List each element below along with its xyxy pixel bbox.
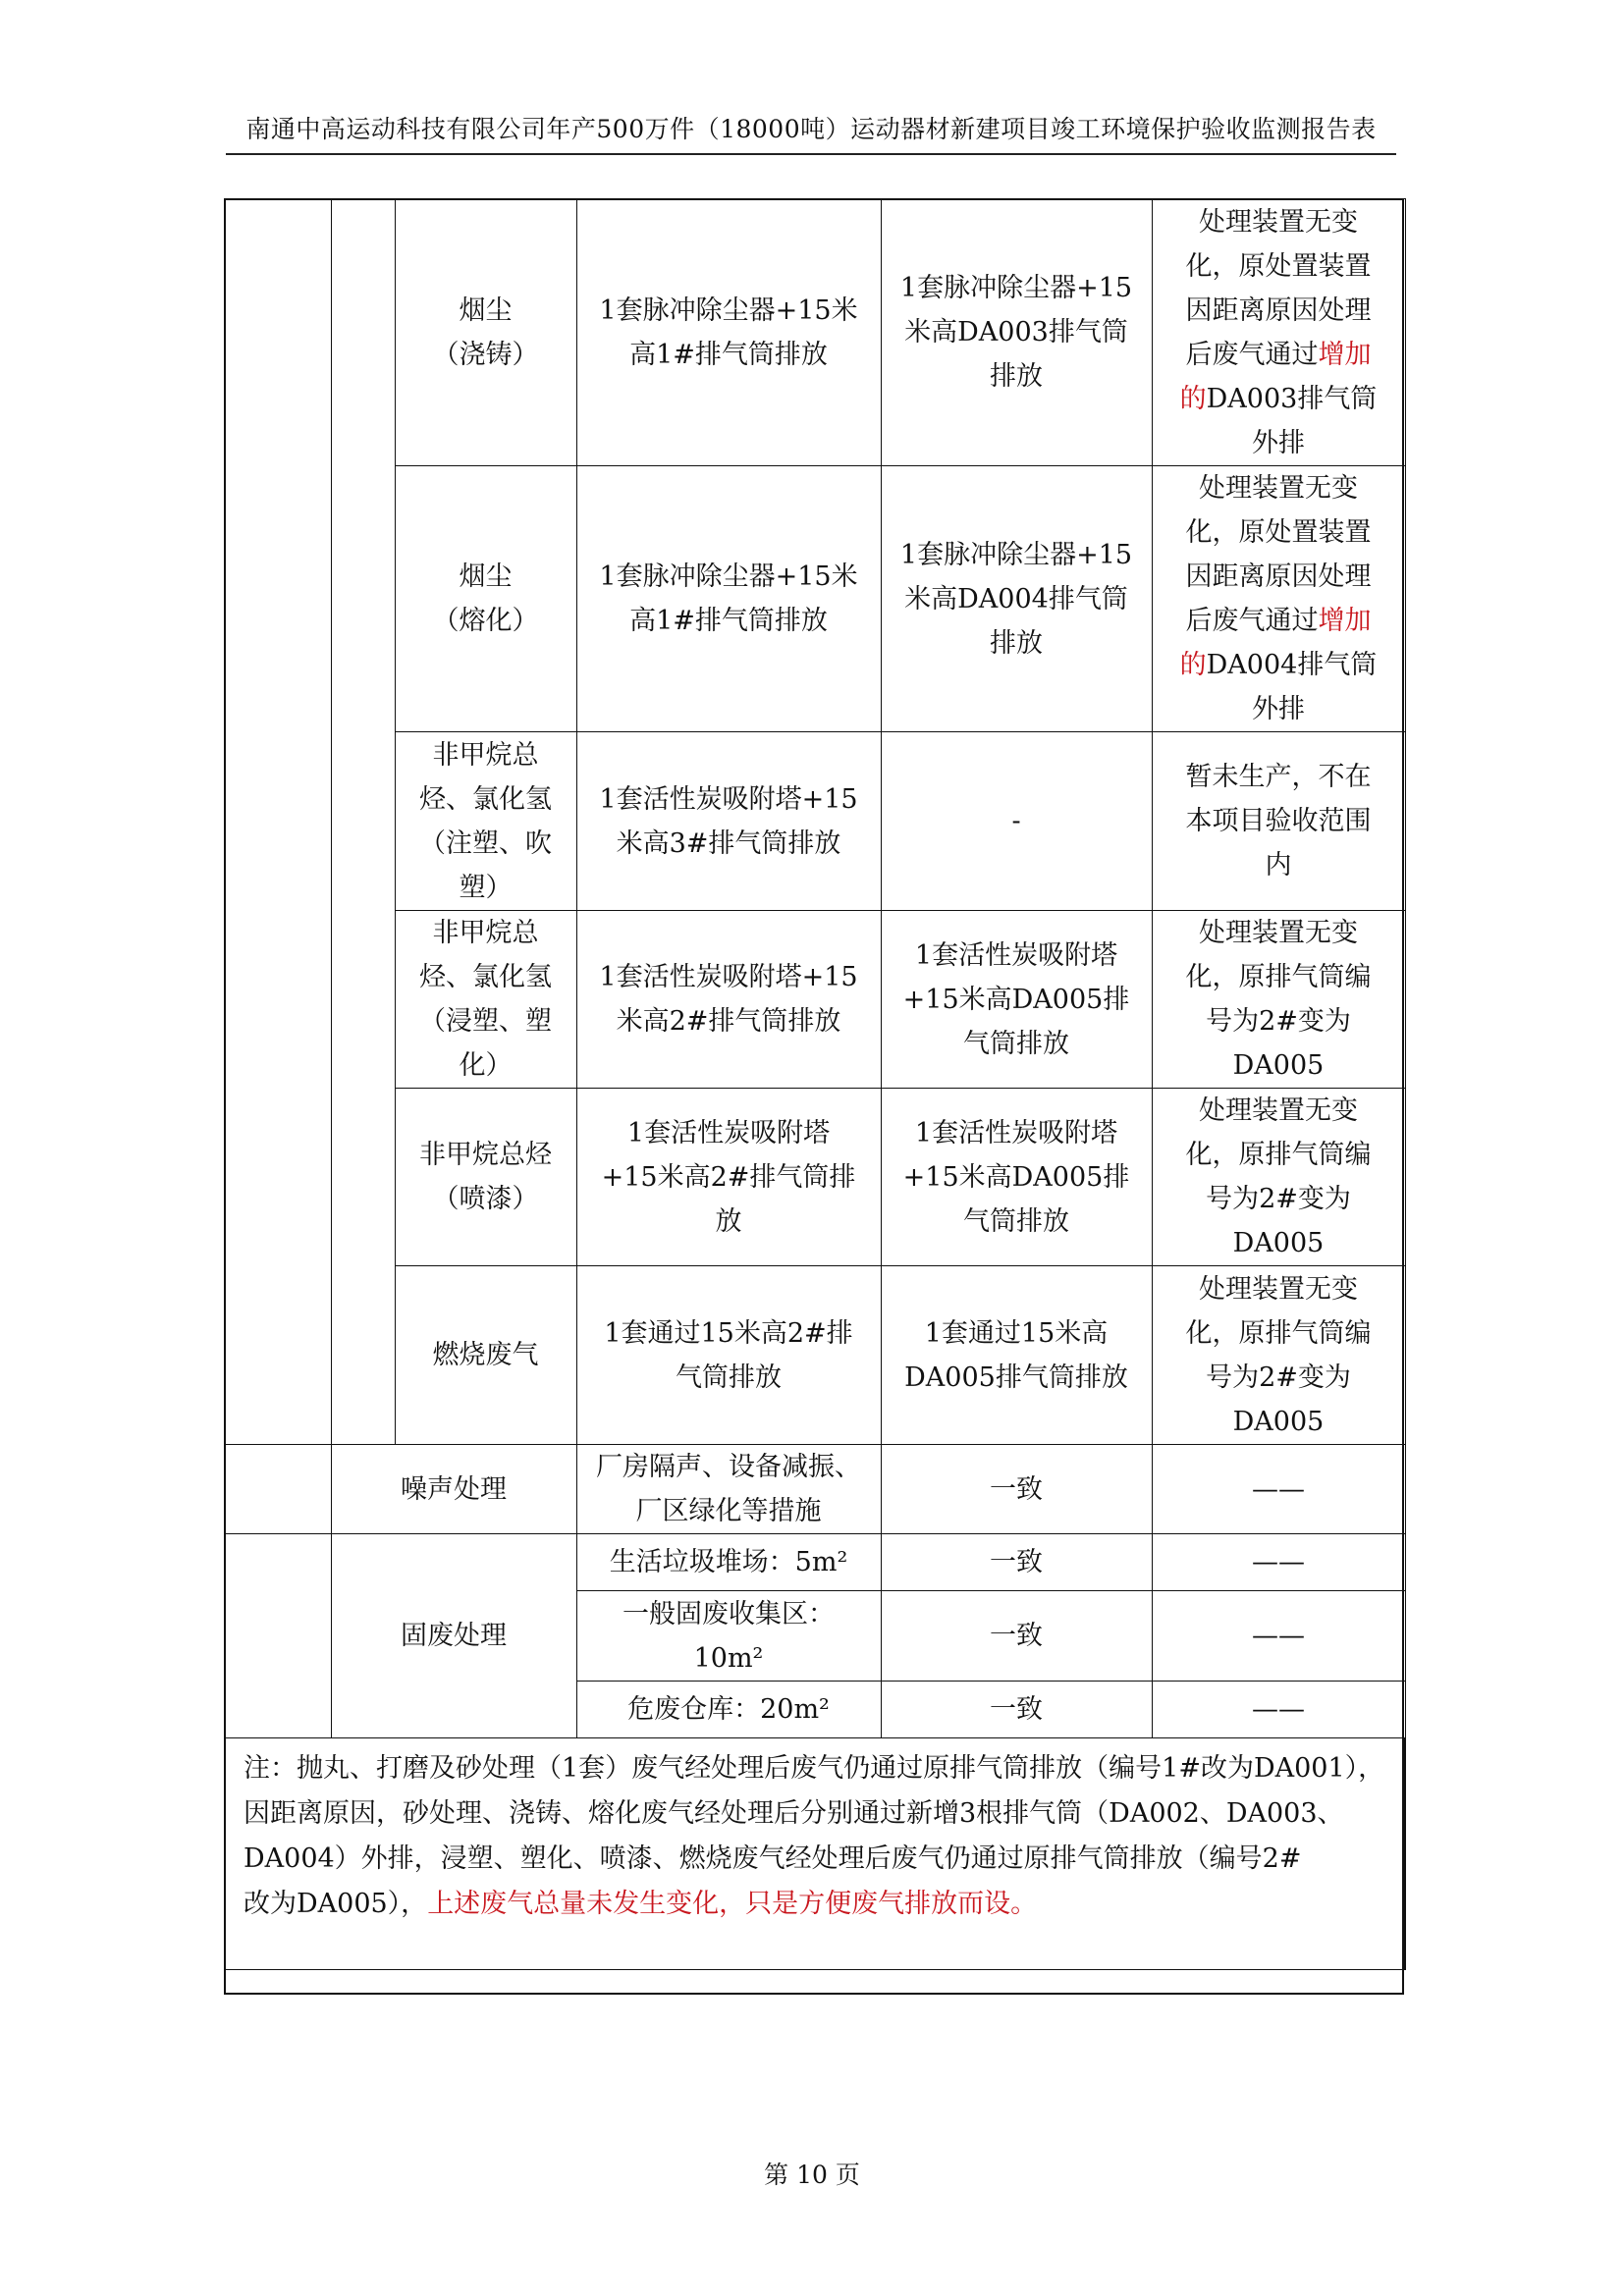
note-line: 注：抛丸、打磨及砂处理（1套）废气经处理后废气仍通过原排气筒排放（编号1#改为DA001）， [244, 1753, 1385, 1784]
solid-waste-label: 固废处理 [331, 1534, 576, 1738]
cell-line: 非甲烷总 [432, 918, 539, 948]
noise-remark-cell: —— [1152, 1445, 1405, 1534]
eia-measure-cell [576, 466, 881, 732]
eia-measure-cell [576, 1266, 881, 1445]
cell-line: 烃、氯化氢 [419, 962, 552, 992]
category-cell [225, 1445, 331, 1534]
remark-line [1159, 687, 1399, 731]
solid-waste-actual-cell: 一致 [881, 1682, 1152, 1738]
remark-line [1159, 1043, 1399, 1088]
remark-text: 化，原排气筒编 [1185, 1317, 1372, 1349]
remark-line [1159, 510, 1399, 555]
cell-line: （注塑、吹 [419, 828, 552, 859]
remark-text: 内 [1265, 850, 1292, 881]
remark-text: 号为2#变为 [1206, 1006, 1351, 1037]
remark-text: 处理装置无变 [1199, 1095, 1358, 1126]
pollutant-cell [395, 1266, 576, 1445]
remark-text: DA004排气筒 [1206, 650, 1378, 680]
table-row [225, 1445, 1405, 1534]
cell-line: 塑） [459, 872, 513, 903]
remark-text: 因距离原因处理 [1185, 561, 1372, 592]
category-cell [225, 1534, 331, 1738]
remark-text: 化，原处置装置 [1185, 517, 1372, 548]
noise-label: 噪声处理 [331, 1445, 576, 1534]
remark-line [1159, 799, 1399, 843]
remark-text: 后废气通过 [1185, 606, 1319, 636]
subcategory-cell [331, 199, 395, 1445]
remark-text: 外排 [1252, 694, 1305, 724]
remark-line [1159, 1267, 1399, 1311]
remark-line [1159, 421, 1399, 465]
cell-line: - [1011, 806, 1021, 836]
cell-line: +15米高DA005排 [902, 984, 1130, 1015]
remark-line [1159, 1089, 1399, 1133]
page-number: 第 10 页 [764, 2161, 860, 2189]
actual-measure-cell [881, 466, 1152, 732]
cell-line: 1套活性炭吸附塔+15 [599, 783, 858, 815]
cell-line: DA005排气筒排放 [904, 1362, 1128, 1393]
remark-line [1159, 1133, 1399, 1177]
table-row [225, 1266, 1405, 1445]
remark-line [1159, 555, 1399, 599]
eia-measure-cell [576, 1089, 881, 1266]
pollutant-cell [395, 199, 576, 466]
cell-line: 危废仓库：20m² [627, 1694, 830, 1725]
note-line [244, 1882, 1392, 1927]
cell-line: （熔化） [432, 606, 539, 636]
actual-measure-cell [881, 1089, 1152, 1266]
eia-measure-cell [576, 732, 881, 911]
table-row [225, 732, 1405, 911]
table-row [225, 1534, 1405, 1591]
remark-line [1159, 955, 1399, 999]
remark-text: 化，原排气筒编 [1185, 962, 1372, 992]
cell-line: 气筒排放 [676, 1362, 782, 1393]
remark-line [1159, 466, 1399, 510]
remark-line [1159, 1221, 1399, 1265]
actual-measure-cell [881, 911, 1152, 1089]
remark-text: 号为2#变为 [1206, 1362, 1351, 1393]
noise-actual-cell: 一致 [881, 1445, 1152, 1534]
cell-line: （浇铸） [432, 339, 539, 370]
remark-text: 处理装置无变 [1199, 473, 1358, 504]
cell-line: 10m² [693, 1642, 764, 1674]
remark-red-text: 的 [1179, 650, 1207, 680]
remark-cell [1152, 911, 1405, 1089]
note-line: DA004）外排，浸塑、塑化、喷漆、燃烧废气经处理后废气仍通过原排气筒排放（编号2# [244, 1843, 1302, 1874]
pollutant-cell [395, 466, 576, 732]
cell-line: 1套活性炭吸附塔 [626, 1117, 831, 1148]
remark-line [1159, 843, 1399, 887]
header-rule [226, 153, 1396, 155]
cell-line: 高1#排气筒排放 [629, 606, 828, 636]
eia-measure-cell [576, 911, 881, 1089]
remark-cell [1152, 466, 1405, 732]
cell-line: 1套活性炭吸附塔 [914, 1117, 1118, 1148]
note-line: 因距离原因，砂处理、浇铸、熔化废气经处理后分别通过新增3根排气筒（DA002、DA003、 [244, 1798, 1344, 1829]
cell-line: 厂房隔声、设备减振、 [596, 1452, 861, 1482]
remark-cell [1152, 1089, 1405, 1266]
cell-line: 米高3#排气筒排放 [616, 828, 841, 859]
note-red-text: 上述废气总量未发生变化，只是方便废气排放而设。 [427, 1889, 1038, 1919]
remark-text: 后废气通过 [1185, 339, 1319, 370]
cell-line: 气筒排放 [963, 1028, 1069, 1059]
remark-text: 处理装置无变 [1199, 918, 1358, 948]
remark-line [1159, 1311, 1399, 1356]
remark-cell [1152, 199, 1405, 466]
table-row [225, 911, 1405, 1089]
remark-red-text: 增加 [1318, 606, 1372, 636]
remark-red-text: 增加 [1318, 339, 1372, 370]
table-row [225, 199, 1405, 466]
actual-measure-cell [881, 199, 1152, 466]
remark-text: DA005 [1232, 1228, 1325, 1258]
remark-line [1159, 333, 1399, 377]
remark-line [1159, 289, 1399, 333]
cell-line: 1套脉冲除尘器+15米 [599, 561, 858, 592]
cell-line: （喷漆） [432, 1184, 539, 1214]
notes-cell [225, 1738, 1405, 1970]
table-row [225, 466, 1405, 732]
remark-line [1159, 1400, 1399, 1444]
remark-text: 处理装置无变 [1199, 206, 1358, 238]
report-header: 南通中高运动科技有限公司年产500万件（18000吨）运动器材新建项目竣工环境保护验收监测报告表 [245, 115, 1377, 143]
cell-line: 生活垃圾堆场：5m² [609, 1547, 848, 1577]
remark-line [1159, 999, 1399, 1043]
cell-line: 1套脉冲除尘器+15 [899, 539, 1133, 570]
actual-measure-cell [881, 732, 1152, 911]
remark-line [1159, 244, 1399, 289]
remark-line [1159, 599, 1399, 643]
cell-line: 1套通过15米高 [924, 1317, 1109, 1349]
remark-text: 处理装置无变 [1199, 1273, 1358, 1305]
remark-cell [1152, 1266, 1405, 1445]
cell-line: +15米高DA005排 [902, 1161, 1130, 1193]
remark-text: 化，原处置装置 [1185, 250, 1372, 282]
remark-text: 因距离原因处理 [1185, 294, 1372, 326]
cell-line: 厂区绿化等措施 [635, 1496, 822, 1526]
pollutant-cell [395, 732, 576, 911]
cell-line: 1套脉冲除尘器+15 [899, 273, 1133, 303]
noise-measure-cell [576, 1445, 881, 1534]
table-row [225, 1738, 1405, 1970]
remark-line [1159, 1177, 1399, 1221]
solid-waste-remark-cell: —— [1152, 1682, 1405, 1738]
solid-waste-measure-cell [576, 1534, 881, 1591]
remark-text: 本项目验收范围 [1185, 806, 1372, 836]
remark-cell [1152, 732, 1405, 911]
cell-line: 燃烧废气 [432, 1340, 539, 1370]
solid-waste-remark-cell: —— [1152, 1534, 1405, 1591]
acceptance-table [224, 198, 1406, 1970]
solid-waste-remark-cell: —— [1152, 1591, 1405, 1682]
cell-line: 1套通过15米高2#排 [604, 1317, 853, 1349]
remark-text: 外排 [1252, 427, 1305, 458]
remark-line [1159, 911, 1399, 955]
solid-waste-measure-cell [576, 1591, 881, 1682]
remark-line [1159, 755, 1399, 799]
remark-text: 化，原排气筒编 [1185, 1140, 1372, 1170]
cell-line: 一般固废收集区： [623, 1598, 835, 1629]
remark-text: DA003排气筒 [1206, 383, 1378, 414]
cell-line: 放 [715, 1205, 742, 1237]
solid-waste-measure-cell [576, 1682, 881, 1738]
remark-line [1159, 200, 1399, 244]
cell-line: 1套活性炭吸附塔 [914, 939, 1118, 971]
cell-line: 米高2#排气筒排放 [616, 1006, 841, 1037]
remark-text: 暂未生产，不在 [1185, 762, 1372, 792]
cell-line: 化） [459, 1050, 513, 1081]
note-text: 改为DA005）， [244, 1889, 428, 1919]
remark-line [1159, 643, 1399, 687]
cell-line: 烃、氯化氢 [419, 783, 552, 815]
pollutant-cell [395, 911, 576, 1089]
remark-line [1159, 377, 1399, 421]
cell-line: 排放 [990, 361, 1043, 392]
cell-line: （浸塑、塑 [419, 1006, 552, 1037]
table-row [225, 1089, 1405, 1266]
cell-line: 气筒排放 [963, 1205, 1069, 1237]
solid-waste-actual-cell: 一致 [881, 1534, 1152, 1591]
cell-line: 烟尘 [459, 561, 513, 592]
category-cell [225, 199, 331, 1445]
cell-line: +15米高2#排气筒排 [601, 1161, 856, 1193]
remark-text: DA005 [1232, 1406, 1325, 1437]
cell-line: 1套活性炭吸附塔+15 [599, 962, 858, 992]
cell-line: 非甲烷总烃 [419, 1140, 552, 1170]
remark-text: DA005 [1232, 1050, 1325, 1081]
cell-line: 烟尘 [459, 294, 513, 326]
cell-line: 1套脉冲除尘器+15米 [599, 294, 858, 326]
cell-line: 米高DA004排气筒 [904, 583, 1128, 614]
cell-line: 非甲烷总 [432, 739, 539, 771]
cell-line: 排放 [990, 627, 1043, 659]
solid-waste-actual-cell: 一致 [881, 1591, 1152, 1682]
actual-measure-cell [881, 1266, 1152, 1445]
eia-measure-cell [576, 199, 881, 466]
remark-red-text: 的 [1179, 383, 1207, 414]
pollutant-cell [395, 1089, 576, 1266]
remark-line [1159, 1356, 1399, 1400]
remark-text: 号为2#变为 [1206, 1184, 1351, 1214]
cell-line: 高1#排气筒排放 [629, 339, 828, 370]
cell-line: 米高DA003排气筒 [904, 317, 1128, 347]
